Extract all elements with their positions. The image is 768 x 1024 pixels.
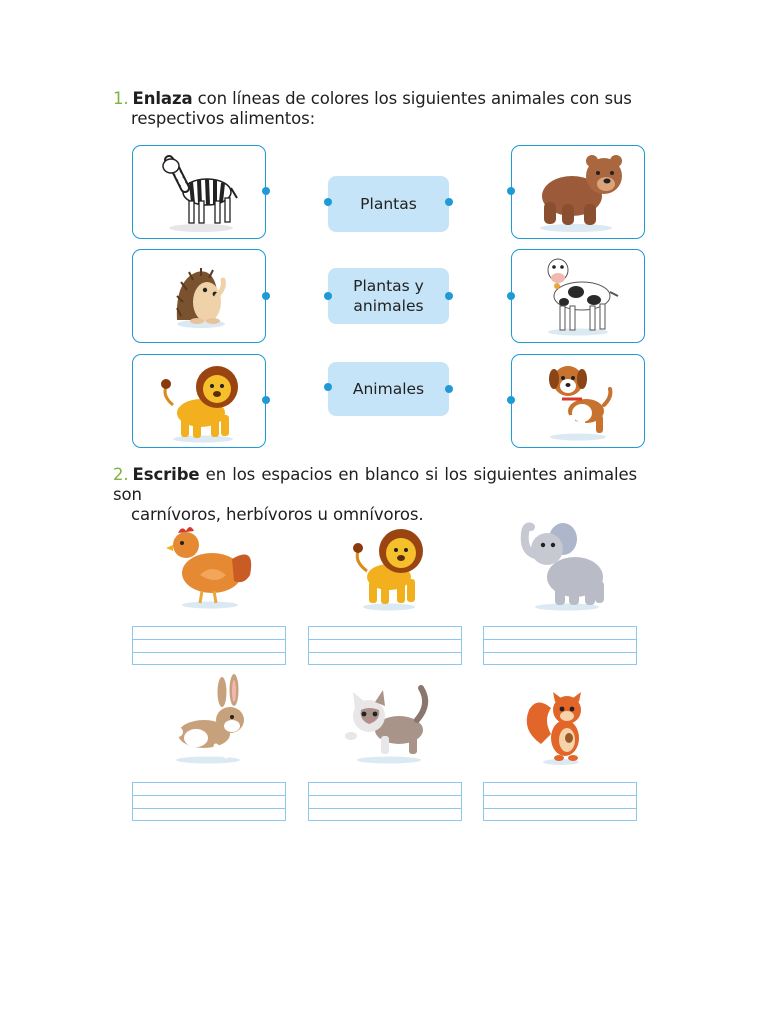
exercise-2-text-line1: en los espacios en blanco si los siguientes animales son xyxy=(113,465,637,504)
connector-dot-lion[interactable] xyxy=(262,396,270,404)
cow-icon xyxy=(512,250,646,344)
hen-icon xyxy=(160,515,270,615)
connector-dot-animales-right[interactable] xyxy=(445,385,453,393)
cat-icon xyxy=(337,674,447,774)
squirrel-icon xyxy=(511,674,621,774)
answer-field-hen[interactable] xyxy=(132,626,286,665)
connector-dot-cow[interactable] xyxy=(507,292,515,300)
answer-field-lion[interactable] xyxy=(308,626,462,665)
exercise-1-instruction xyxy=(113,89,647,129)
exercise-1-text-line2: respectivos alimentos: xyxy=(131,109,316,128)
exercise-1-text-line1: con líneas de colores los siguientes animales con sus xyxy=(197,89,632,108)
card-lion[interactable] xyxy=(132,354,266,448)
food-label-animales: Animales xyxy=(352,380,425,398)
zebra-icon xyxy=(133,146,267,240)
food-box-plantas-y-animales[interactable] xyxy=(328,268,449,324)
card-bear[interactable] xyxy=(511,145,645,239)
lion-icon xyxy=(133,355,267,449)
connector-dot-hedgehog[interactable] xyxy=(262,292,270,300)
connector-dot-zebra[interactable] xyxy=(262,187,270,195)
connector-dot-mixto-left[interactable] xyxy=(324,292,332,300)
exercise-2-verb: Escribe xyxy=(132,465,200,484)
answer-field-cat[interactable] xyxy=(308,782,462,821)
lion-icon xyxy=(337,515,447,615)
elephant-icon xyxy=(511,515,621,615)
exercise-2-number: 2. xyxy=(113,465,129,484)
connector-dot-bear[interactable] xyxy=(507,187,515,195)
food-box-animales[interactable] xyxy=(328,362,449,416)
connector-dot-plantas-left[interactable] xyxy=(324,198,332,206)
answer-field-squirrel[interactable] xyxy=(483,782,637,821)
connector-dot-plantas-right[interactable] xyxy=(445,198,453,206)
answer-field-elephant[interactable] xyxy=(483,626,637,665)
dog-icon xyxy=(512,355,646,449)
exercise-1-verb: Enlaza xyxy=(132,89,193,108)
connector-dot-animales-left[interactable] xyxy=(324,383,332,391)
food-label-plantas: Plantas xyxy=(360,195,417,213)
exercise-1-number: 1. xyxy=(113,89,129,108)
rabbit-icon xyxy=(160,674,270,774)
food-label-plantas-y-animales: Plantas y animales xyxy=(353,277,424,315)
card-zebra[interactable] xyxy=(132,145,266,239)
food-box-plantas[interactable] xyxy=(328,176,449,232)
connector-dot-mixto-right[interactable] xyxy=(445,292,453,300)
answer-field-rabbit[interactable] xyxy=(132,782,286,821)
bear-icon xyxy=(512,146,646,240)
connector-dot-dog[interactable] xyxy=(507,396,515,404)
card-hedgehog[interactable] xyxy=(132,249,266,343)
card-cow[interactable] xyxy=(511,249,645,343)
hedgehog-icon xyxy=(133,250,267,344)
exercise-2-text-line2: carnívoros, herbívoros u omnívoros. xyxy=(131,505,424,524)
card-dog[interactable] xyxy=(511,354,645,448)
